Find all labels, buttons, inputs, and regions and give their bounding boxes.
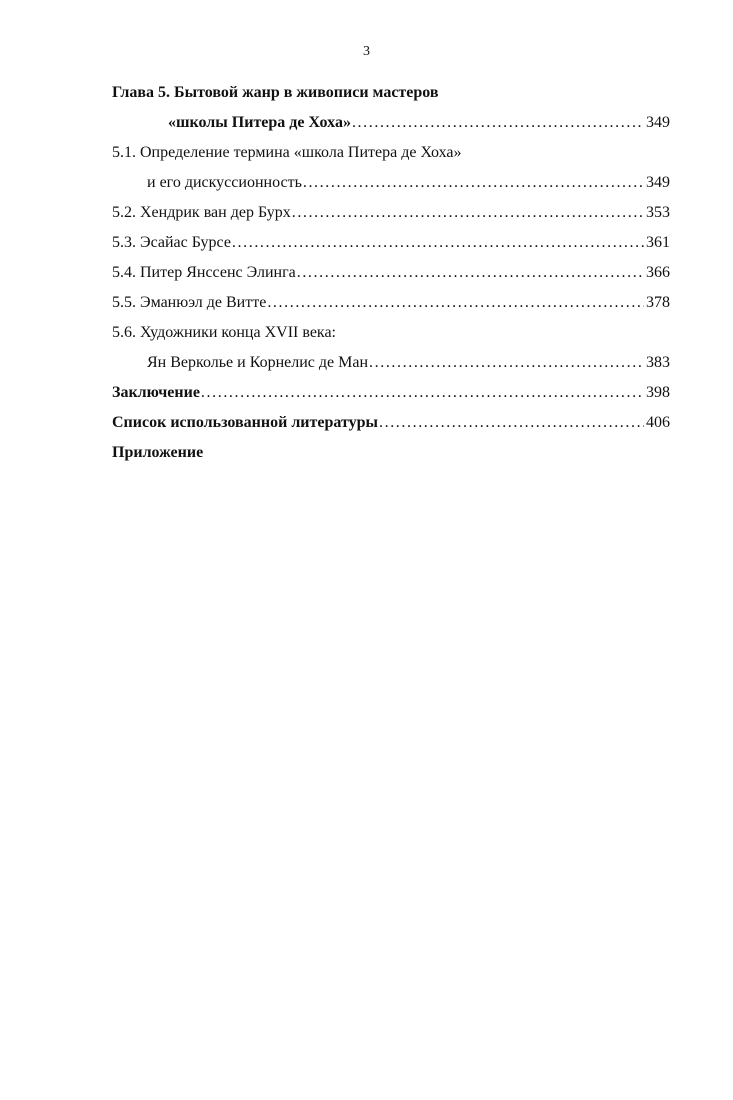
toc-entry-title: 5.6. Художники конца XVII века: [112, 324, 336, 341]
toc-entry-5-6-cont[interactable] [112, 348, 670, 378]
toc-entry-page: 361 [646, 234, 670, 251]
toc-dot-leader [292, 198, 644, 228]
toc-dot-leader [297, 258, 644, 288]
toc-entry-5-4[interactable] [112, 258, 670, 288]
toc-entry-5-6[interactable] [112, 318, 670, 348]
toc-entry-title: «школы Питера де Хоха» [168, 114, 351, 131]
toc-entry-chapter-5-cont[interactable] [112, 108, 670, 138]
toc-dot-leader [352, 108, 644, 138]
page-number: 3 [363, 44, 370, 59]
toc-entry-page: 366 [646, 264, 670, 281]
toc-entry-appendix[interactable] [112, 438, 670, 468]
toc-dot-leader [303, 168, 644, 198]
toc-dot-leader [369, 348, 644, 378]
toc-entry-page: 349 [646, 114, 670, 131]
toc-entry-page: 353 [646, 204, 670, 221]
toc-entry-title: Приложение [112, 444, 204, 461]
toc-entry-5-2[interactable] [112, 198, 670, 228]
toc-entry-title: Ян Верколье и Корнелис де Ман [147, 354, 369, 371]
toc-entry-page: 378 [646, 294, 670, 311]
toc-entry-title: Глава 5. Бытовой жанр в живописи мастеров [112, 84, 439, 101]
toc-entry-page: 398 [646, 384, 670, 401]
toc-entry-title: Заключение [112, 384, 200, 401]
toc-entry-title: 5.2. Хендрик ван дер Бурх [112, 204, 291, 221]
toc-entry-5-1-cont[interactable] [112, 168, 670, 198]
toc-dot-leader [201, 378, 644, 408]
toc-entry-conclusion[interactable] [112, 378, 670, 408]
toc-entry-title: 5.1. Определение термина «школа Питера де Хоха» [112, 144, 462, 161]
toc-dot-leader [232, 228, 644, 258]
toc-entry-page: 383 [646, 354, 670, 371]
toc-dot-leader [379, 408, 644, 438]
toc-entry-chapter-5[interactable] [112, 78, 670, 108]
toc-entry-5-3[interactable] [112, 228, 670, 258]
toc-entry-page: 349 [646, 174, 670, 191]
toc-entry-page: 406 [646, 414, 670, 431]
toc-entry-title: 5.4. Питер Янссенс Элинга [112, 264, 296, 281]
toc-entry-title: Список использованной литературы [112, 414, 378, 431]
toc-entry-title: 5.5. Эманюэл де Витте [112, 294, 267, 311]
table-of-contents [112, 78, 670, 468]
toc-entry-5-1[interactable] [112, 138, 670, 168]
toc-entry-title: 5.3. Эсайас Бурсе [112, 234, 231, 251]
toc-entry-title: и его дискуссионность [147, 174, 302, 191]
toc-entry-bibliography[interactable] [112, 408, 670, 438]
toc-dot-leader [267, 288, 644, 318]
toc-entry-5-5[interactable] [112, 288, 670, 318]
